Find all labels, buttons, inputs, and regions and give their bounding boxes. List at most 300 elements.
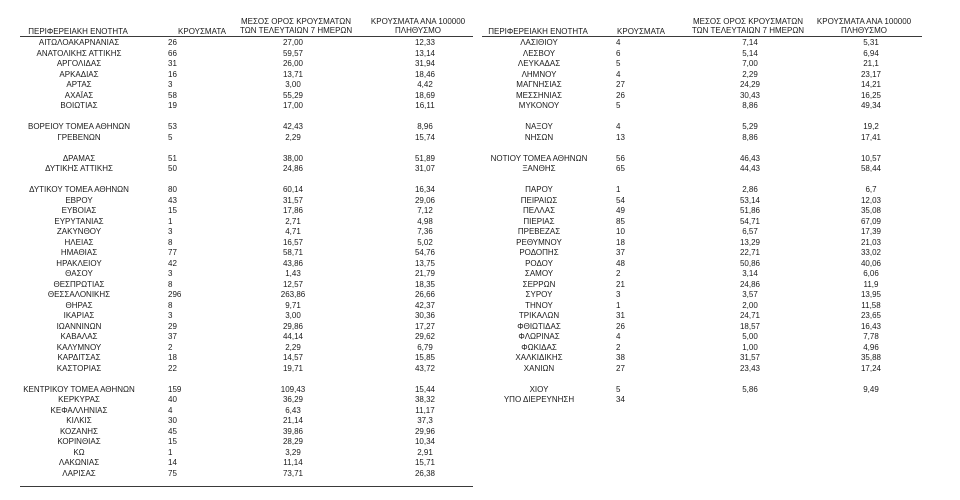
cell-region: ΑΧΑΪΑΣ	[64, 90, 94, 100]
cell-region: ΝΗΣΩΝ	[524, 132, 554, 142]
cell-cases: 4	[616, 122, 621, 131]
header-region: ΠΕΡΙΦΕΡΕΙΑΚΗ ΕΝΟΤΗΤΑ	[28, 27, 128, 36]
cell-per100k: 11,58	[861, 300, 881, 310]
cell-avg: 3,29	[285, 447, 301, 457]
cell-region: ΕΒΡΟΥ	[65, 195, 93, 205]
table-row	[0, 206, 960, 215]
cell-cases: 18	[616, 237, 625, 247]
header-cases: ΚΡΟΥΣΜΑΤΑ	[178, 27, 226, 36]
cell-cases: 51	[168, 153, 177, 163]
table-row	[0, 395, 960, 404]
cell-avg: 3,57	[742, 290, 758, 299]
cell-region: ΑΝΑΤΟΛΙΚΗΣ ΑΤΤΙΚΗΣ	[36, 48, 122, 58]
cell-per100k: 30,36	[414, 311, 436, 320]
cell-per100k: 11,9	[863, 279, 879, 289]
cell-per100k: 13,14	[414, 48, 436, 58]
cell-avg: 16,57	[282, 237, 304, 247]
cell-per100k: 9,49	[863, 384, 879, 394]
cell-avg: 58,71	[282, 248, 304, 257]
cell-per100k: 58,44	[860, 164, 882, 173]
cell-cases: 77	[168, 248, 177, 257]
cell-per100k: 21,03	[860, 237, 882, 247]
cell-per100k: 21,1	[863, 59, 879, 68]
cell-cases: 296	[168, 290, 182, 299]
cell-cases: 40	[168, 395, 177, 404]
cell-cases: 6	[616, 48, 621, 58]
cell-cases: 21	[616, 279, 625, 289]
cell-per100k: 15,85	[414, 353, 436, 362]
cell-cases: 5	[168, 132, 173, 142]
cell-per100k: 7,78	[863, 332, 879, 341]
table-row	[0, 238, 960, 247]
table-row	[0, 416, 960, 425]
cell-per100k: 10,34	[414, 437, 436, 446]
cell-cases: 4	[616, 332, 621, 341]
cell-per100k: 8,96	[417, 122, 433, 131]
cell-region: ΛΑΣΙΘΙΟΥ	[520, 38, 558, 47]
header-per100k	[362, 17, 474, 35]
cell-avg: 1,00	[742, 342, 758, 352]
cell-cases: 1	[616, 300, 621, 310]
cell-avg: 21,14	[282, 416, 304, 425]
cell-per100k: 67,09	[860, 216, 882, 226]
cell-region: ΔΥΤΙΚΗΣ ΑΤΤΙΚΗΣ	[45, 164, 113, 173]
cell-per100k: 29,06	[414, 195, 436, 205]
cell-per100k: 40,06	[860, 258, 882, 268]
cell-cases: 27	[616, 363, 625, 373]
cell-region: ΛΑΡΙΣΑΣ	[62, 468, 96, 478]
cell-avg: 7,14	[742, 38, 758, 47]
cell-cases: 19	[168, 101, 177, 110]
cell-avg: 31,57	[739, 353, 761, 362]
cell-region: ΙΚΑΡΙΑΣ	[63, 311, 95, 320]
cell-avg: 5,29	[742, 122, 758, 131]
cell-per100k: 7,36	[417, 227, 433, 236]
cell-avg: 12,57	[282, 279, 304, 289]
cell-avg: 5,86	[742, 384, 758, 394]
cell-avg: 8,86	[742, 132, 758, 142]
cell-region: ΡΟΔΟΥ	[525, 258, 553, 268]
cell-region: ΠΑΡΟΥ	[525, 185, 553, 194]
cell-region: ΚΑΣΤΟΡΙΑΣ	[56, 363, 102, 373]
cell-per100k: 10,57	[860, 153, 882, 163]
cell-avg: 5,00	[742, 332, 758, 341]
table-row	[0, 101, 960, 110]
cell-region: ΖΑΚΥΝΘΟΥ	[56, 227, 102, 236]
table-row	[0, 385, 960, 394]
cell-region: ΠΡΕΒΕΖΑΣ	[517, 227, 561, 236]
cell-cases: 15	[168, 206, 177, 215]
cell-per100k: 4,96	[863, 342, 879, 352]
cell-cases: 1	[168, 216, 173, 226]
cell-region: ΧΑΛΚΙΔΙΚΗΣ	[515, 353, 563, 362]
cell-region: ΛΑΚΩΝΙΑΣ	[58, 458, 100, 467]
cell-cases: 15	[168, 437, 177, 446]
cell-avg: 3,14	[742, 269, 758, 278]
cell-per100k: 12,03	[860, 195, 882, 205]
cell-avg: 2,29	[742, 69, 758, 79]
cell-avg: 24,29	[739, 80, 761, 89]
table-row	[0, 301, 960, 310]
cell-cases: 56	[616, 153, 625, 163]
table-row	[0, 91, 960, 100]
cell-cases: 66	[168, 48, 177, 58]
cell-avg: 59,57	[282, 48, 304, 58]
cell-region: ΠΙΕΡΙΑΣ	[523, 216, 555, 226]
cell-avg: 1,43	[285, 269, 301, 278]
cell-region: ΘΗΡΑΣ	[65, 300, 93, 310]
cell-per100k: 29,62	[414, 332, 436, 341]
cell-avg: 50,86	[739, 258, 761, 268]
cell-cases: 8	[168, 237, 173, 247]
table-row	[0, 80, 960, 89]
cell-region: ΜΑΓΝΗΣΙΑΣ	[516, 80, 562, 89]
cell-cases: 26	[168, 38, 177, 47]
cell-cases: 45	[168, 426, 177, 436]
cell-per100k: 11,17	[415, 405, 435, 415]
cell-avg: 44,43	[739, 164, 761, 173]
cell-region: ΚΟΖΑΝΗΣ	[59, 426, 99, 436]
cell-avg: 44,14	[282, 332, 304, 341]
table-row	[0, 364, 960, 373]
cell-per100k: 19,2	[863, 122, 879, 131]
cell-avg: 28,29	[282, 437, 304, 446]
cell-per100k: 33,02	[860, 248, 882, 257]
cell-region: ΦΘΙΩΤΙΔΑΣ	[517, 321, 561, 331]
cell-region: ΚΕΝΤΡΙΚΟΥ ΤΟΜΕΑ ΑΘΗΝΩΝ	[23, 384, 135, 394]
header-per100k-right-line2: ΠΛΗΘΥΣΜΟ	[840, 26, 888, 35]
cell-cases: 48	[616, 258, 625, 268]
cell-per100k: 38,32	[414, 395, 436, 404]
cell-avg: 4,71	[285, 227, 301, 236]
cell-per100k: 43,72	[414, 363, 436, 373]
cell-region: ΠΕΙΡΑΙΩΣ	[520, 195, 558, 205]
bottom-rule-left	[20, 486, 473, 487]
table-row	[0, 196, 960, 205]
cell-per100k: 17,27	[414, 321, 436, 331]
cell-cases: 31	[168, 59, 177, 68]
header-region-right: ΠΕΡΙΦΕΡΕΙΑΚΗ ΕΝΟΤΗΤΑ	[488, 27, 588, 36]
cell-region: ΥΠΟ ΔΙΕΡΕΥΝΗΣΗ	[503, 395, 575, 404]
cell-avg: 2,00	[742, 300, 758, 310]
cell-cases: 49	[616, 206, 625, 215]
cell-cases: 4	[616, 38, 621, 47]
cell-cases: 38	[616, 353, 625, 362]
cell-region: ΧΑΝΙΩΝ	[523, 363, 555, 373]
cell-avg: 13,71	[282, 69, 304, 79]
cell-cases: 14	[168, 458, 177, 467]
table-row	[0, 343, 960, 352]
cell-avg: 24,86	[739, 279, 761, 289]
cell-region: ΜΕΣΣΗΝΙΑΣ	[516, 90, 562, 100]
cell-cases: 4	[168, 405, 173, 415]
cell-avg: 17,00	[282, 101, 304, 110]
cell-per100k: 18,46	[414, 69, 436, 79]
cell-avg: 54,71	[739, 216, 761, 226]
cell-cases: 8	[168, 300, 173, 310]
cell-per100k: 31,94	[414, 59, 436, 68]
cell-avg: 2,29	[285, 132, 301, 142]
cell-per100k: 13,95	[860, 290, 882, 299]
cell-avg: 13,29	[739, 237, 761, 247]
cell-cases: 2	[616, 269, 621, 278]
header-per100k-line1: ΚΡΟΥΣΜΑΤΑ ΑΝΑ 100000	[370, 17, 466, 26]
cell-per100k: 21,79	[414, 269, 436, 278]
cell-cases: 37	[168, 332, 177, 341]
cell-per100k: 31,07	[414, 164, 436, 173]
cell-region: ΓΡΕΒΕΝΩΝ	[57, 132, 101, 142]
cell-avg: 46,43	[739, 153, 761, 163]
cell-per100k: 16,11	[415, 101, 435, 110]
cell-region: ΒΟΡΕΙΟΥ ΤΟΜΕΑ ΑΘΗΝΩΝ	[27, 122, 131, 131]
cell-avg: 109,43	[280, 384, 306, 394]
cell-avg: 3,00	[285, 80, 301, 89]
cell-region: ΝΑΞΟΥ	[525, 122, 553, 131]
cell-region: ΗΜΑΘΙΑΣ	[60, 248, 98, 257]
header-avg-right-line2: ΤΩΝ ΤΕΛΕΥΤΑΙΩΝ 7 ΗΜΕΡΩΝ	[691, 26, 805, 35]
cell-cases: 18	[168, 353, 177, 362]
cell-region: ΗΡΑΚΛΕΙΟΥ	[56, 258, 102, 268]
cell-region: ΘΕΣΣΑΛΟΝΙΚΗΣ	[47, 290, 111, 299]
table-row	[0, 353, 960, 362]
cell-per100k: 6,06	[863, 269, 879, 278]
cell-region: ΝΟΤΙΟΥ ΤΟΜΕΑ ΑΘΗΝΩΝ	[490, 153, 588, 163]
cell-cases: 3	[168, 269, 173, 278]
header-avg	[240, 17, 352, 35]
table-row	[0, 227, 960, 236]
cell-avg: 19,71	[282, 363, 304, 373]
cell-per100k: 18,35	[414, 279, 436, 289]
cell-cases: 1	[616, 185, 621, 194]
cell-region: ΚΑΒΑΛΑΣ	[60, 332, 98, 341]
cell-cases: 29	[168, 321, 177, 331]
cell-cases: 5	[616, 59, 621, 68]
cell-per100k: 35,88	[860, 353, 882, 362]
cell-avg: 24,71	[739, 311, 761, 320]
cell-avg: 17,86	[282, 206, 304, 215]
cell-cases: 42	[168, 258, 177, 268]
cell-per100k: 6,79	[417, 342, 433, 352]
cell-per100k: 37,3	[417, 416, 433, 425]
cell-avg: 29,86	[282, 321, 304, 331]
cell-region: ΕΥΡΥΤΑΝΙΑΣ	[54, 216, 104, 226]
cell-cases: 2	[168, 342, 173, 352]
cell-avg: 9,71	[285, 300, 301, 310]
cell-cases: 2	[616, 342, 621, 352]
cell-avg: 8,86	[742, 101, 758, 110]
table-row	[0, 469, 960, 478]
cell-cases: 30	[168, 416, 177, 425]
cell-cases: 26	[616, 321, 625, 331]
cell-region: ΚΙΛΚΙΣ	[66, 416, 92, 425]
cell-per100k: 51,89	[414, 153, 436, 163]
cell-per100k: 49,34	[860, 101, 882, 110]
header-avg-line2: ΤΩΝ ΤΕΛΕΥΤΑΙΩΝ 7 ΗΜΕΡΩΝ	[240, 26, 353, 35]
cell-avg: 51,86	[739, 206, 761, 215]
cell-per100k: 4,42	[417, 80, 433, 89]
cell-avg: 11,14	[283, 458, 303, 467]
cell-cases: 26	[616, 90, 625, 100]
cell-per100k: 5,31	[863, 38, 879, 47]
cell-per100k: 23,65	[860, 311, 882, 320]
cell-per100k: 16,34	[414, 185, 436, 194]
cell-per100k: 15,74	[414, 132, 436, 142]
table-row	[0, 185, 960, 194]
cell-region: ΑΙΤΩΛΟΑΚΑΡΝΑΝΙΑΣ	[38, 38, 120, 47]
cell-region: ΛΕΣΒΟΥ	[522, 48, 556, 58]
cell-region: ΙΩΑΝΝΙΝΩΝ	[56, 321, 102, 331]
cell-region: ΤΗΝΟΥ	[525, 300, 553, 310]
cell-per100k: 14,21	[860, 80, 882, 89]
cell-cases: 10	[616, 227, 625, 236]
cell-per100k: 17,24	[860, 363, 882, 373]
header-per100k-line2: ΠΛΗΘΥΣΜΟ	[394, 26, 442, 35]
cell-region: ΘΑΣΟΥ	[65, 269, 93, 278]
cell-avg: 2,86	[742, 185, 758, 194]
cell-region: ΚΩ	[73, 447, 85, 457]
cell-avg: 73,71	[282, 468, 304, 478]
cell-region: ΤΡΙΚΑΛΩΝ	[518, 311, 560, 320]
cell-cases: 85	[616, 216, 625, 226]
cell-avg: 42,43	[282, 122, 304, 131]
cell-cases: 50	[168, 164, 177, 173]
cell-avg: 2,71	[285, 216, 301, 226]
cell-cases: 8	[168, 279, 173, 289]
table-row	[0, 332, 960, 341]
cell-avg: 7,00	[742, 59, 758, 68]
header-avg-right	[690, 17, 806, 35]
header-per100k-right	[808, 17, 920, 35]
cell-cases: 54	[616, 195, 625, 205]
table-row	[0, 280, 960, 289]
table-row	[0, 322, 960, 331]
table-row	[0, 38, 960, 47]
cell-region: ΚΟΡΙΝΘΙΑΣ	[57, 437, 101, 446]
cell-region: ΔΡΑΜΑΣ	[62, 153, 96, 163]
cell-region: ΦΩΚΙΔΑΣ	[521, 342, 557, 352]
cell-cases: 3	[168, 227, 173, 236]
cell-per100k: 12,33	[414, 38, 436, 47]
cell-cases: 58	[168, 90, 177, 100]
cell-region: ΣΕΡΡΩΝ	[522, 279, 556, 289]
cell-region: ΒΟΙΩΤΙΑΣ	[60, 101, 98, 110]
table-row	[0, 164, 960, 173]
cell-cases: 27	[616, 80, 625, 89]
cell-avg: 23,43	[739, 363, 761, 373]
cell-cases: 22	[168, 363, 177, 373]
cell-region: ΜΥΚΟΝΟΥ	[518, 101, 560, 110]
table-row	[0, 70, 960, 79]
cell-cases: 13	[616, 132, 625, 142]
cell-per100k: 26,38	[414, 468, 436, 478]
table-row	[0, 217, 960, 226]
cell-per100k: 5,02	[417, 237, 433, 247]
table-row	[0, 269, 960, 278]
cell-avg: 30,43	[739, 90, 761, 100]
cell-avg: 27,00	[282, 38, 304, 47]
cell-cases: 37	[616, 248, 625, 257]
cell-region: ΡΟΔΟΠΗΣ	[519, 248, 559, 257]
cell-region: ΘΕΣΠΡΩΤΙΑΣ	[53, 279, 105, 289]
cell-region: ΡΕΘΥΜΝΟΥ	[516, 237, 562, 247]
cell-cases: 34	[616, 395, 625, 404]
cell-per100k: 26,66	[414, 290, 436, 299]
cell-region: ΚΑΛΥΜΝΟΥ	[56, 342, 102, 352]
cell-region: ΛΕΥΚΑΔΑΣ	[517, 59, 561, 68]
cell-cases: 3	[616, 290, 621, 299]
cell-per100k: 17,39	[860, 227, 882, 236]
cell-per100k: 18,69	[414, 90, 436, 100]
cell-avg: 5,14	[742, 48, 758, 58]
cell-per100k: 23,17	[860, 69, 882, 79]
cell-region: ΔΥΤΙΚΟΥ ΤΟΜΕΑ ΑΘΗΝΩΝ	[29, 185, 129, 194]
cell-region: ΗΛΕΙΑΣ	[64, 237, 94, 247]
cell-avg: 2,29	[285, 342, 301, 352]
cell-avg: 6,43	[285, 405, 301, 415]
cell-per100k: 54,76	[414, 248, 436, 257]
cell-avg: 60,14	[282, 185, 304, 194]
cell-avg: 39,86	[282, 426, 304, 436]
table-row	[0, 311, 960, 320]
table-row	[0, 59, 960, 68]
table-row	[0, 437, 960, 446]
table-row	[0, 259, 960, 268]
header-underline-left	[20, 36, 473, 37]
header-avg-line1: ΜΕΣΟΣ ΟΡΟΣ ΚΡΟΥΣΜΑΤΩΝ	[240, 17, 352, 26]
table-row	[0, 290, 960, 299]
cell-cases: 1	[168, 447, 173, 457]
cell-per100k: 16,25	[860, 90, 882, 100]
cell-region: ΑΡΓΟΛΙΔΑΣ	[56, 59, 102, 68]
cell-region: ΠΕΛΛΑΣ	[522, 206, 556, 215]
table-row	[0, 458, 960, 467]
cell-per100k: 15,44	[414, 384, 436, 394]
header-per100k-right-line1: ΚΡΟΥΣΜΑΤΑ ΑΝΑ 100000	[816, 17, 912, 26]
table-row	[0, 133, 960, 142]
cell-avg: 24,86	[282, 164, 304, 173]
cell-cases: 5	[616, 384, 621, 394]
cell-avg: 22,71	[739, 248, 761, 257]
cell-avg: 263,86	[280, 290, 306, 299]
header-underline-right	[482, 36, 922, 37]
cell-cases: 5	[616, 101, 621, 110]
cell-cases: 3	[168, 311, 173, 320]
table-row	[0, 49, 960, 58]
cell-region: ΑΡΤΑΣ	[66, 80, 92, 89]
cell-region: ΚΕΦΑΛΛΗΝΙΑΣ	[50, 405, 108, 415]
table-row	[0, 406, 960, 415]
cell-avg: 53,14	[739, 195, 761, 205]
cell-avg: 55,29	[282, 90, 304, 100]
cell-avg: 26,00	[282, 59, 304, 68]
cell-per100k: 6,94	[863, 48, 879, 58]
cell-cases: 43	[168, 195, 177, 205]
cell-cases: 16	[168, 69, 177, 79]
cell-per100k: 2,91	[417, 447, 433, 457]
cell-avg: 38,00	[282, 153, 304, 163]
cell-avg: 14,57	[282, 353, 304, 362]
header-avg-right-line1: ΜΕΣΟΣ ΟΡΟΣ ΚΡΟΥΣΜΑΤΩΝ	[692, 17, 804, 26]
cell-region: ΣΥΡΟΥ	[525, 290, 553, 299]
cell-cases: 65	[616, 164, 625, 173]
cell-per100k: 16,43	[860, 321, 882, 331]
cell-region: ΚΕΡΚΥΡΑΣ	[58, 395, 100, 404]
cell-avg: 6,57	[742, 227, 758, 236]
cell-per100k: 7,12	[417, 206, 433, 215]
cell-region: ΧΙΟΥ	[529, 384, 549, 394]
cell-per100k: 17,41	[860, 132, 882, 142]
cell-cases: 159	[168, 384, 182, 394]
